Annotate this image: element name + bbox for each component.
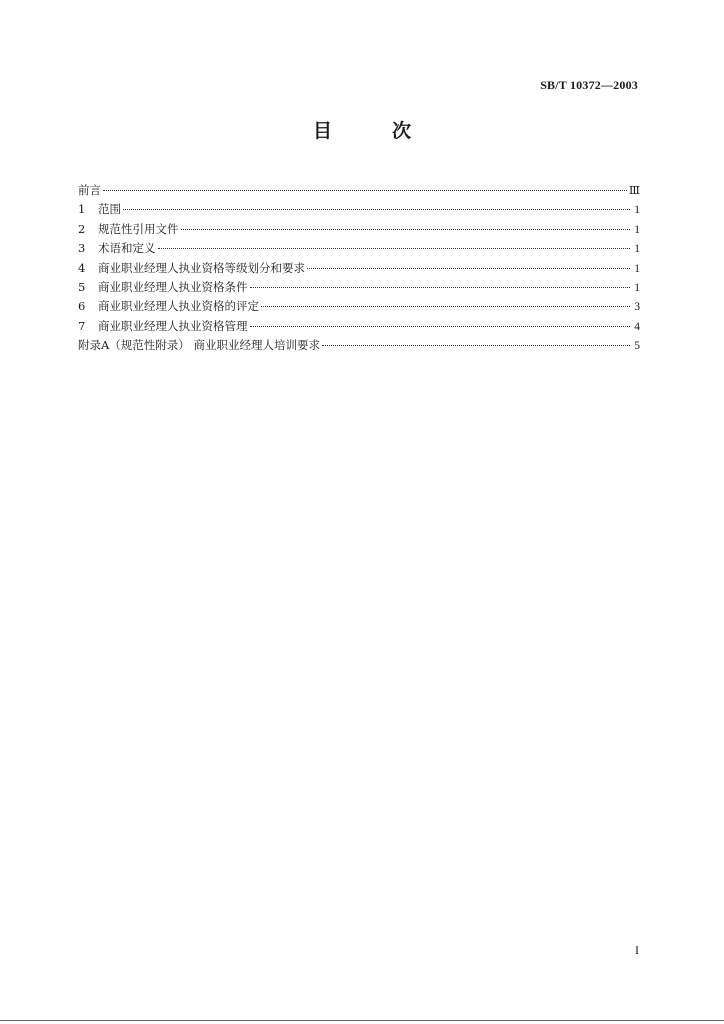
toc-leader-dots <box>322 344 630 346</box>
toc-leader-dots <box>158 247 631 249</box>
toc-entry-number: 6 <box>78 299 86 314</box>
toc-entry-appendix-a[interactable] <box>78 336 640 355</box>
toc-entry-3[interactable] <box>78 239 640 258</box>
toc-leader-dots <box>307 267 630 269</box>
toc-entry-number: 7 <box>78 318 86 333</box>
title-char-2: 次 <box>392 120 412 142</box>
toc-entry-number: 4 <box>78 260 86 275</box>
standard-code: SB/T 10372—2003 <box>540 78 638 92</box>
toc-entry-label: 前言 <box>78 183 101 197</box>
toc-entry-label: 商业职业经理人执业资格管理 <box>98 318 248 333</box>
toc-entry-6[interactable] <box>78 297 640 316</box>
toc-entry-label: 商业职业经理人执业资格条件 <box>98 279 248 294</box>
toc-entry-label: 规范性引用文件 <box>98 221 179 236</box>
toc-entry-page: 1 <box>634 204 640 217</box>
toc-entry-page: Ⅲ <box>628 185 640 197</box>
toc-entry-label: 附录A（规范性附录） 商业职业经理人培训要求 <box>78 338 320 353</box>
toc-leader-dots <box>250 325 631 327</box>
toc-entry-page: 1 <box>634 281 640 294</box>
page-title <box>0 116 724 143</box>
toc-leader-dots <box>181 228 631 230</box>
toc-entry-5[interactable] <box>78 278 640 297</box>
toc-entry-label: 商业职业经理人执业资格的评定 <box>98 299 259 314</box>
toc-leader-dots <box>103 189 627 191</box>
toc-leader-dots <box>123 208 630 210</box>
toc-entry-label: 术语和定义 <box>98 241 156 256</box>
toc-entry-7[interactable] <box>78 317 640 336</box>
toc-entry-page: 3 <box>634 301 640 314</box>
toc-entry-page: 1 <box>634 243 640 256</box>
toc-entry-number: 1 <box>78 202 86 217</box>
toc-entry-page: 5 <box>634 340 640 353</box>
toc-entry-page: 1 <box>634 262 640 275</box>
toc-entry-2[interactable] <box>78 220 640 239</box>
toc-entry-number: 3 <box>78 241 86 256</box>
toc-entry-number: 5 <box>78 279 86 294</box>
title-char-1: 目 <box>312 120 332 142</box>
toc-leader-dots <box>250 286 631 288</box>
toc-entry-foreword[interactable] <box>78 181 640 200</box>
table-of-contents <box>78 181 640 356</box>
toc-entry-label: 范围 <box>98 202 121 217</box>
page-number: I <box>635 943 639 957</box>
toc-entry-1[interactable] <box>78 200 640 219</box>
toc-entry-4[interactable] <box>78 259 640 278</box>
toc-leader-dots <box>261 305 630 307</box>
toc-entry-page: 4 <box>634 320 640 333</box>
toc-entry-number: 2 <box>78 221 86 236</box>
toc-entry-label: 商业职业经理人执业资格等级划分和要求 <box>98 260 305 275</box>
toc-entry-page: 1 <box>634 223 640 236</box>
page-bottom-divider <box>0 1020 724 1021</box>
